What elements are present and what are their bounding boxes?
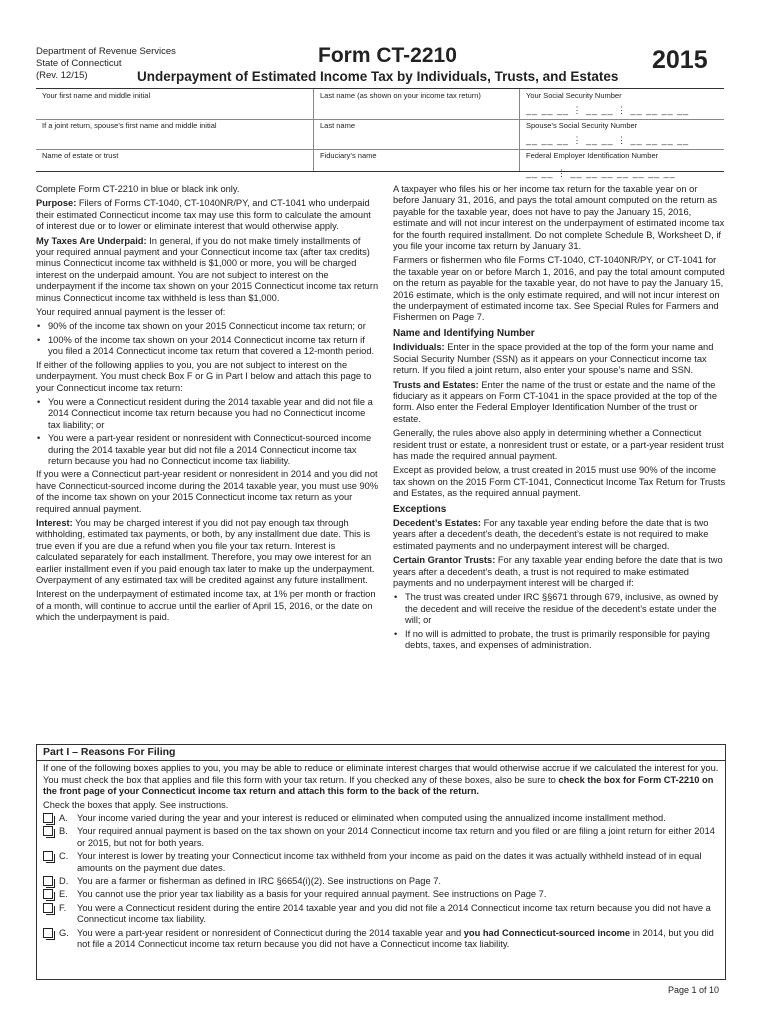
bullet-item: • You were a part-year resident or nonresident with Connecticut-sourced income during the 2014 taxable year but did not file a 2014 Connecticut income tax return because you had no Connecticut income tax liability. [36, 433, 379, 467]
instructions-left-column [36, 184, 379, 627]
exceptions-heading: Exceptions [393, 503, 447, 515]
either-paragraph: If either of the following applies to you, you are not subject to interest on the underpayment. You must check Box F or G in Part I below and attach this page to your Connecticut income tax return: [36, 359, 372, 393]
part-year-paragraph: If you were a Connecticut part-year resident or nonresident in 2014 and you did not have Connecticut-sourced income during the 2014 taxable year, you must use 90% of the income tax shown on your 2015 Connecticut income tax return as your required annual payment. [36, 469, 379, 514]
checkbox-letter: E. [59, 889, 68, 900]
checkbox-row-b [43, 826, 719, 849]
checkbox-b[interactable] [43, 826, 53, 836]
bullet-item: • The trust was created under IRC §§671 through 679, inclusive, as owned by the decedent and will receive the residue of the decedent’s estate under the will; or [393, 592, 726, 626]
page-number: Page 1 of 10 [668, 985, 720, 995]
except-paragraph: Except as provided below, a trust created in 2015 must use 90% of the income tax shown on the 2015 Form CT-1041, Connecticut Income Tax Return for Trusts and Estates, as the required annual payment. [393, 465, 726, 499]
part1-intro-text: If one of the following boxes applies to you, you may be able to reduce or eliminate interest charges that would otherwise accrue if we calculated the interest for you. You must check the box that applies and file this form with your tax return. If you checked any of these boxes, also be sure to [43, 763, 719, 785]
purpose-text: Filers of Forms CT-1040, CT-1040NR/PY, and CT-1041 who underpaid their estimated Connecticut income tax may use this form to calculate the amount of interest due or to lower or eliminate interest that would otherwise apply. [36, 198, 371, 232]
checkbox-row-c [43, 851, 719, 874]
checkbox-letter: B. [59, 826, 68, 837]
checkbox-text: You were a Connecticut resident during the entire 2014 taxable year and you did not file a 2014 Connecticut income tax return because you did not have a Connecticut income tax liability. [77, 902, 711, 925]
form-subtitle: Underpayment of Estimated Income Tax by Individuals, Trusts, and Estates [137, 69, 619, 84]
generally-paragraph: Generally, the rules above also apply in determining whether a Connecticut resident trust or estate, a nonresident trust or estate, or a part-year resident trust has made the required annual payment. [393, 428, 724, 461]
interest-label: Interest: [36, 517, 73, 528]
identification-fields [36, 88, 724, 178]
form-title: Form CT-2210 [318, 44, 457, 67]
agency-name: Department of Revenue Services [36, 46, 176, 57]
estate-row [36, 149, 724, 178]
agency-state: State of Connecticut [36, 58, 122, 69]
first-name-label: Your first name and middle initial [42, 91, 151, 100]
decedent-label: Decedent’s Estates: [393, 517, 482, 528]
trusts-text: Enter the name of the trust or estate and the name of the fiduciary as it appears on Form CT-1041 in the space provided at the top of the form. Also enter the Federal Employer Identification Number of the trust or estate. [393, 379, 718, 424]
ssn-digit-lines: __ __ __ ⋮ __ __ ⋮ __ __ __ __ [526, 105, 690, 115]
spouse-last-name-field[interactable] [313, 119, 519, 149]
tax-year: 2015 [652, 46, 708, 74]
spouse-row [36, 119, 724, 150]
checkbox-c[interactable] [43, 851, 53, 861]
spouse-first-name-field[interactable] [36, 119, 313, 149]
trusts-label: Trusts and Estates: [393, 379, 479, 390]
spouse-ssn-field[interactable] [519, 119, 724, 149]
checkbox-text: Your required annual payment is based on the tax shown on your 2014 Connecticut income tax return and you filed or are filing a joint return for either 2014 or 2015, but not for both years. [77, 826, 715, 848]
individuals-text: Enter in the space provided at the top of the form your name and Social Security Number (SSN) as it appears on your Connecticut income tax return. If you filed a joint return, also enter your spouse’s name and SSN. [393, 342, 714, 376]
individuals-paragraph [393, 342, 726, 376]
spouse-ssn-digit-lines: __ __ __ ⋮ __ __ ⋮ __ __ __ __ [526, 135, 690, 145]
checkbox-text: in 2014, but you did not file a 2014 Connecticut income tax return because you did not have a Connecticut income tax liability. [77, 927, 714, 950]
checkbox-letter: F. [59, 902, 67, 913]
underpaid-paragraph [36, 236, 379, 304]
checkbox-row-g [43, 928, 719, 951]
checkbox-a[interactable] [43, 813, 53, 823]
checkbox-row-f [43, 903, 719, 926]
interest-rate-paragraph: Interest on the underpayment of estimated income tax, at 1% per month or fraction of a month, will continue to accrue until the earlier of April 15, 2016, or the date on which the underpayment is paid. [36, 589, 376, 623]
last-name-label: Last name (as shown on your income tax return) [320, 91, 481, 100]
interest-text: You may be charged interest if you did not pay enough tax through withholding, estimated tax payments, or both, by any installment due date. This is true even if you are due a refund when you file your tax return. Interest is calculated separately for each installment. Therefore, you may owe interest for an earlier installment even if you paid enough tax later to make up the underpayment. Overpayment of any estimated tax will be credited against any future installment. [36, 517, 375, 585]
grantor-paragraph [393, 555, 726, 589]
check-instruction: Check the boxes that apply. See instructions. [43, 799, 229, 810]
trusts-paragraph [393, 380, 726, 426]
purpose-label: Purpose: [36, 198, 77, 209]
checkbox-letter: A. [59, 813, 68, 824]
ssn-label: Your Social Security Number [526, 91, 622, 100]
checkbox-d[interactable] [43, 876, 53, 886]
checkbox-text-bold: you had Connecticut-sourced income [463, 927, 631, 938]
underpaid-label: My Taxes Are Underpaid: [36, 235, 147, 246]
part1-intro [43, 763, 719, 797]
bullet-item: • 100% of the income tax shown on your 2014 Connecticut income tax return if you filed a 2014 Connecticut income tax return that covered a 12-month period. [36, 335, 379, 358]
checkbox-letter: G. [59, 927, 69, 938]
revision-date: (Rev. 12/15) [36, 70, 88, 81]
checkbox-letter: C. [59, 851, 69, 862]
interest-paragraph [36, 518, 379, 586]
checkbox-e[interactable] [43, 889, 53, 899]
underpaid-text: In general, if you do not make timely installments of your required annual payment and your Connecticut income tax (after tax credits) minus Connecticut income tax withheld is $1,000 or more, you will be charged interest on the underpaid amount. You are not subject to interest on the underpayment if the income tax shown on your 2015 Connecticut income tax return minus Connecticut income tax withheld is less than $1,000. [36, 235, 379, 303]
checkbox-text: Your interest is lower by treating your Connecticut income tax withheld from your income as paid on the dates it was actually withheld instead of in equal amounts on the payment due dates. [77, 851, 702, 873]
part1-title: Part I – Reasons For Filing [37, 745, 725, 761]
checkbox-text: Your income varied during the year and your interest is reduced or eliminated when computed using the annualized income installment method. [77, 813, 666, 824]
grantor-text: For any taxable year ending before the date that is two years after a decedent’s death, a trust is not required to make estimated payments and no underpayment interest will be charged if: [393, 555, 723, 588]
checkbox-f[interactable] [43, 903, 53, 913]
last-name-field[interactable] [313, 89, 519, 119]
january-paragraph: A taxpayer who files his or her income tax return for the taxable year on or before January 31, 2016, and pays the total amount computed on the return as payable for the taxable year, does not have to pay the January 15, 2016, estimate and will not incur interest on the underpayment of estimated income tax for the fourth required installment. Do not complete Schedule B, Worksheet D, if you file your income tax return by January 31. [393, 184, 725, 252]
bullet-item: • If no will is admitted to probate, the trust is primarily responsible for paying debts, taxes, and expenses of administration. [393, 629, 726, 652]
taxpayer-row [36, 89, 724, 120]
fein-label: Federal Employer Identification Number [526, 151, 659, 160]
checkbox-g[interactable] [43, 928, 53, 938]
spouse-first-name-label: If a joint return, spouse’s first name and middle initial [42, 121, 217, 130]
checkbox-row-d [43, 876, 719, 887]
spouse-last-name-label: Last name [320, 121, 356, 130]
fiduciary-name-field[interactable] [313, 149, 519, 171]
fein-field[interactable] [519, 149, 724, 178]
fiduciary-name-label: Fiduciary’s name [320, 151, 377, 160]
ink-instruction: Complete Form CT-2210 in blue or black ink only. [36, 184, 240, 194]
individuals-label: Individuals: [393, 342, 445, 353]
bullet-item: • 90% of the income tax shown on your 2015 Connecticut income tax return; or [36, 321, 379, 332]
estate-name-label: Name of estate or trust [42, 151, 119, 160]
checkbox-text: You are a farmer or fisherman as defined in IRC §6654(i)(2). See instructions on Page 7. [77, 876, 441, 887]
first-name-field[interactable] [36, 89, 313, 119]
estate-name-field[interactable] [36, 149, 313, 171]
checkbox-text: You were a part-year resident or nonresident of Connecticut during the 2014 taxable year and [77, 927, 464, 938]
grantor-label: Certain Grantor Trusts: [393, 555, 496, 566]
bullet-item: • You were a Connecticut resident during the 2014 taxable year and did not file a 2014 Connecticut income tax return because you had no Connecticut income tax liability; or [36, 397, 379, 431]
part1-reasons-section [36, 744, 726, 980]
farmers-paragraph: Farmers or fishermen who file Forms CT-1040, CT-1040NR/PY, or CT-1041 for the taxable year on or before March 1, 2016, and pay the total amount computed on the return as payable for the taxable year, do not have to pay the January 15, 2016 estimate, which is the only estimate required, and will not incur interest on the underpayment of estimated income tax. See Special Rules for Farmers and Fishermen on Page 7. [393, 255, 725, 323]
name-id-heading: Name and Identifying Number [393, 327, 535, 339]
purpose-paragraph [36, 198, 379, 232]
part1-intro-bold: check the box for Form CT-2210 on the front page of your Connecticut income tax return and attach this form to the back of the return. [43, 774, 714, 797]
decedent-text: For any taxable year ending before the date that is two years after a decedent’s death, the decedent’s estate is not required to make estimated payments and no underpayment interest will be charged. [393, 517, 709, 551]
checkbox-letter: D. [59, 876, 69, 887]
ssn-field[interactable] [519, 89, 724, 119]
instructions-right-column [393, 184, 726, 653]
lesser-of-text: Your required annual payment is the lesser of: [36, 307, 226, 318]
checkbox-row-e [43, 889, 719, 900]
spouse-ssn-label: Spouse’s Social Security Number [526, 121, 638, 130]
checkbox-row-a [43, 813, 719, 824]
fein-digit-lines: __ __ ⋮ __ __ __ __ __ __ __ [526, 168, 676, 178]
checkbox-text: You cannot use the prior year tax liability as a basis for your required annual payment. See instructions on Page 7. [77, 889, 547, 900]
decedent-paragraph [393, 518, 726, 552]
